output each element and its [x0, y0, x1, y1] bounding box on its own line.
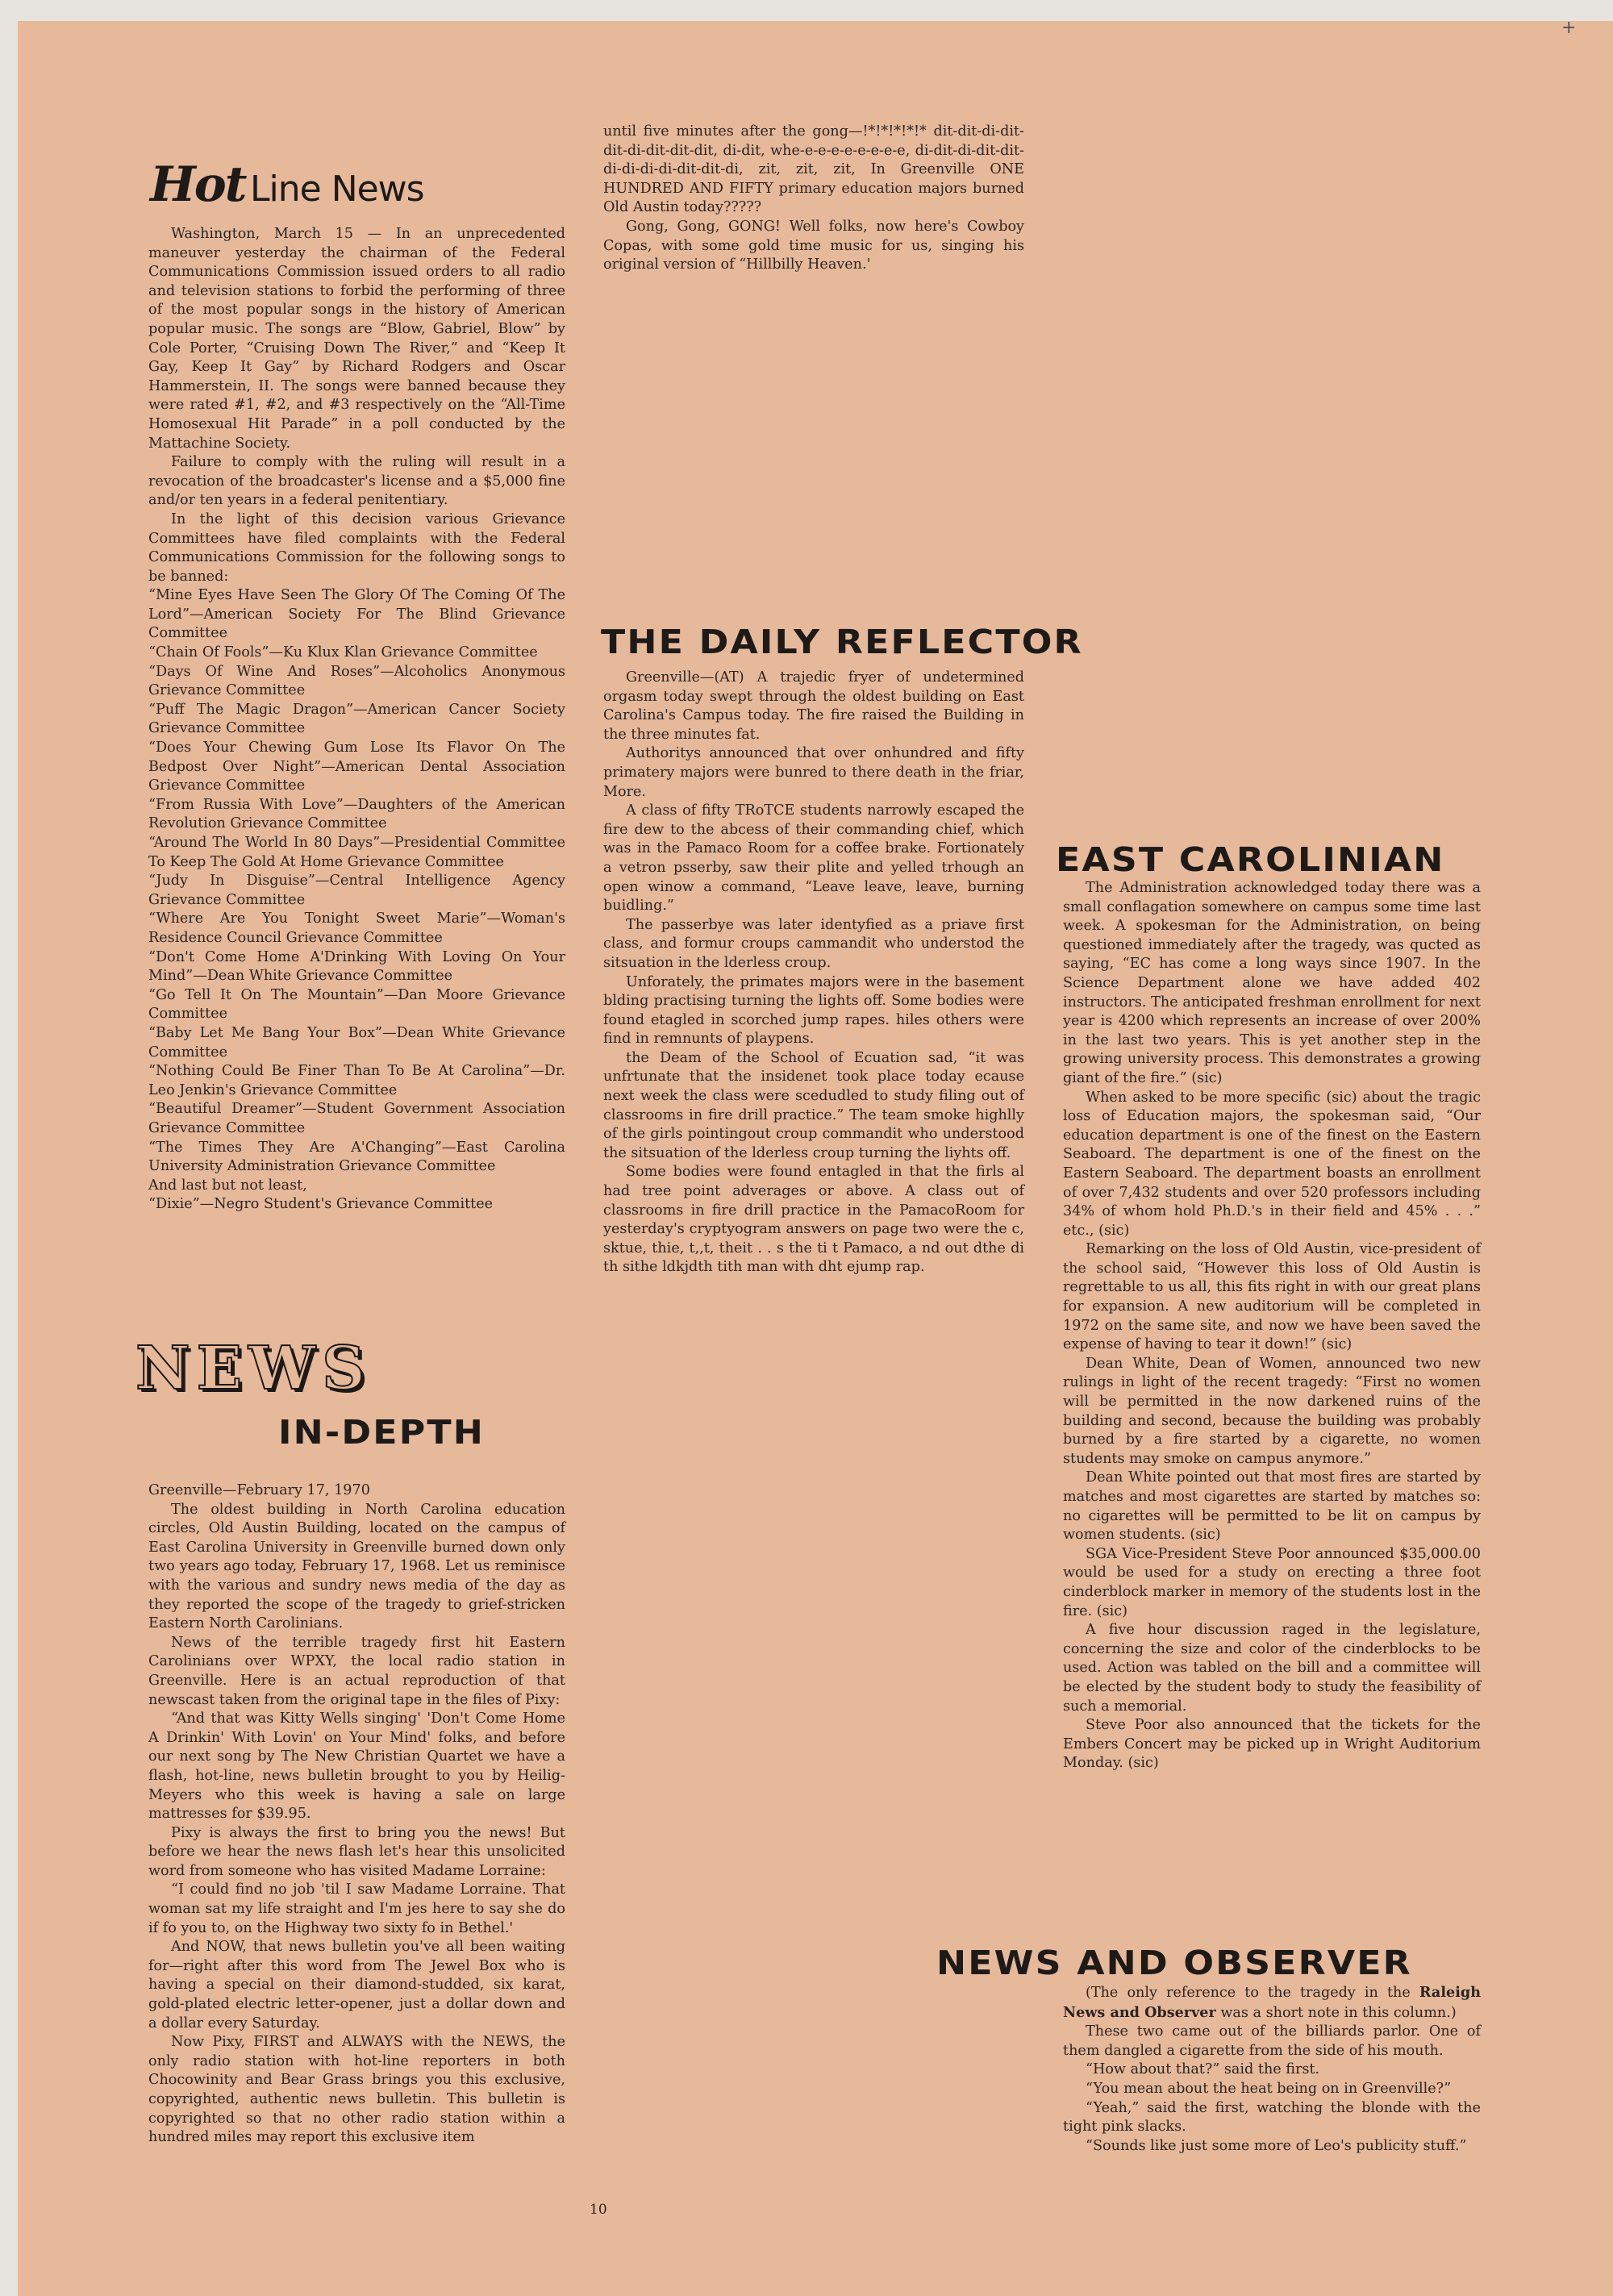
- hotline-heading-hot: Hot: [150, 156, 246, 213]
- song-entry: “Dixie”—Negro Student's Grievance Committee: [148, 1196, 494, 1213]
- continuation-paragraph: Gong, Gong, GONG! Well folks, now here's Cowboy Copas, with some gold time music for us, singing his original version of “Hillbilly Heaven.': [603, 218, 1024, 273]
- carolinian-paragraph: Dean White, Dean of Women, announced two new rulings in light of the recent tragedy: “First no women will be permitted in the now darkened ruins of the building and second, because the building was probably burned by a fire started by a cigarette, no women students may smoke on campus anymore.”: [1063, 1355, 1481, 1467]
- song-entry: “Puff The Magic Dragon”—American Cancer Society Grievance Committee: [148, 701, 565, 737]
- hotline-paragraph: In the light of this decision various Grievance Committees have filed complaints with the Federal Communications Commission for the following songs to be banned:: [148, 510, 565, 585]
- continuation-article: [603, 123, 1024, 275]
- indepth-article: [148, 1481, 565, 2148]
- reflector-paragraph: Unforately, the primates majors were in the basement blding practising turning the lights off. Some bodies were found etagled in scorched jump rapes. hiles others were find in remnunts of playpens.: [603, 973, 1024, 1048]
- carolinian-paragraph: A five hour discussion raged in the legislature, concerning the size and color of the cinderblocks to be used. Action was tabled on the bill and a committee will be elected by the student body to study the feasibility of such a memorial.: [1063, 1622, 1481, 1715]
- carolinian-paragraph: Steve Poor also announced that the tickets for the Embers Concert may be picked up in Wright Auditorium Monday. (sic): [1063, 1717, 1481, 1772]
- reflector-paragraph: A class of fifty TRoTCE students narrowly escaped the fire dew to the abcess of their commanding chief, which was in the Pamaco Room for a coffee brake. Fortionately a vetron psserby, saw their plite and yelled trhough an open winow a command, “Leave leave, leave, burning buidling.”: [603, 802, 1024, 915]
- carolinian-paragraph: SGA Vice-President Steve Poor announced $35,000.00 would be used for a study on erecting a three foot cinderblock marker in memory of the students lost in the fire. (sic): [1063, 1545, 1481, 1619]
- song-entry: “Nothing Could Be Finer Than To Be At Carolina”—Dr. Leo Jenkin's Grievance Committee: [148, 1063, 565, 1098]
- carolinian-heading: EAST CAROLINIAN: [1056, 840, 1445, 879]
- observer-paragraph: “Yeah,” said the first, watching the blonde with the tight pink slacks.: [1063, 2099, 1481, 2136]
- observer-paragraph: “You mean about the heat being on in Greenville?”: [1086, 2080, 1452, 2097]
- indepth-paragraph: Now Pixy, FIRST and ALWAYS with the NEWS, the only radio station with hot-line reporters in both Chocowinity and Bear Grass brings you this exclusive, copyrighted, authentic news bulletin. This bulletin is copyrighted so that no other radio station within a hundred miles may report this exclusive item: [148, 2034, 565, 2146]
- song-entry: “Go Tell It On The Mountain”—Dan Moore Grievance Committee: [148, 986, 565, 1023]
- song-entry: “Around The World In 80 Days”—Presidential Committee To Keep The Gold At Home Grievance Committee: [148, 835, 565, 870]
- song-entry: “Mine Eyes Have Seen The Glory Of The Coming Of The Lord”—American Society For The Blind Grievance Committee: [148, 587, 565, 642]
- observer-article: [1063, 1983, 1481, 2156]
- song-entry: “From Russia With Love”—Daughters of the American Revolution Grievance Committee: [148, 796, 565, 832]
- indepth-paragraph: News of the terrible tragedy first hit Eastern Carolinians over WPXY, the local radio station in Greenville. Here is an actual reproduction of that newscast taken from the original tape in the files of Pixy:: [148, 1634, 565, 1708]
- observer-note-before: (The only reference to the tragedy in the: [1086, 1985, 1419, 2001]
- reflector-article: [603, 669, 1024, 1277]
- song-entry: “The Times They Are A'Changing”—East Carolina University Administration Grievance Committee: [148, 1139, 565, 1175]
- reflector-paragraph: Authoritys announced that over onhundred and fifty primatery majors were bunred to there death in the friar, More.: [603, 745, 1024, 800]
- hotline-paragraph: Failure to comply with the ruling will result in a revocation of the broadcaster's license and a $5,000 fine and/or ten years in a federal penitentiary.: [148, 454, 565, 509]
- indepth-paragraph: “And that was Kitty Wells singing' 'Don't Come Home A Drinkin' With Lovin' on Your Mind' folks, and before our next song by The New Christian Quartet we have a flash, hot-line, news bulletin brought to you by Heilig-Meyers who this week is having a sale on large mattresses for $39.95.: [148, 1711, 565, 1823]
- observer-note-paper: Raleigh News and Observer: [1063, 1984, 1481, 2021]
- hotline-heading: [150, 156, 424, 213]
- indepth-paragraph: “I could find no job 'til I saw Madame Lorraine. That woman sat my life straight and I'm jes here to say she do if fo you to, on the Highway two sixty fo in Bethel.': [148, 1881, 565, 1936]
- song-entry: “Where Are You Tonight Sweet Marie”—Woman's Residence Council Grievance Committee: [148, 910, 565, 946]
- indepth-subheading: IN-DEPTH: [278, 1413, 485, 1452]
- song-entry: “Does Your Chewing Gum Lose Its Flavor On The Bedpost Over Night”—American Dental Association Grievance Committee: [148, 740, 565, 794]
- indepth-paragraph: Pixy is always the first to bring you the news! But before we hear the news flash let's hear this unsolicited word from someone who has visited Madame Lorraine:: [148, 1824, 565, 1879]
- news-indepth-logo: NEWS: [135, 1334, 372, 1403]
- song-entry: “Beautiful Dreamer”—Student Government Association Grievance Committee: [148, 1101, 565, 1136]
- continuation-paragraph: until five minutes after the gong—!*!*!*!*!* dit-dit-di-dit-dit-di-dit-dit-dit, di-dit, whe-e-e-e-e-e-e-e-e, di-dit-di-dit-dit-di-di-di-di-dit-dit-di, zit, zit, zit, In Greenville ONE HUNDRED AND FIFTY primary education majors burned Old Austin today?????: [603, 123, 1024, 216]
- observer-note-after: was a short note in this column.): [1215, 2004, 1457, 2021]
- observer-paragraph: “How about that?” said the first.: [1086, 2061, 1320, 2078]
- reflector-paragraph: The passerbye was later identyfied as a priave first class, and formur croups cammandit who understod the sitsuation in the lderless croup.: [603, 916, 1024, 971]
- indepth-paragraph: And NOW, that news bulletin you've all been waiting for—right after this word from The Jewel Box who is having a special on their diamond-studded, six karat, gold-plated electric letter-opener, just a dollar down and a dollar every Saturday.: [148, 1939, 565, 2031]
- carolinian-paragraph: When asked to be more specific (sic) about the tragic loss of Education majors, the spokesman said, “Our education department is one of the finest on the Eastern Seaboard. The department is one of the finest on the Eastern Seaboard. The department boasts an enrollment of over 7,432 students and over 520 professors including 34% of whom hold Ph.D.'s in their field and 45% . . .” etc., (sic): [1063, 1089, 1481, 1239]
- carolinian-paragraph: Dean White pointed out that most fires are started by matches and most cigarettes are started by matches so: no cigarettes will be permitted to be lit on campus by women students. (sic): [1063, 1469, 1481, 1544]
- reflector-paragraph: Greenville—(AT) A trajedic fryer of undetermined orgasm today swept through the oldest building on East Carolina's Campus today. The fire raised the Building in the three minutes fat.: [603, 669, 1024, 743]
- observer-paragraph: “Sounds like just some more of Leo's publicity stuff.”: [1086, 2137, 1467, 2154]
- hotline-article: [148, 225, 565, 1215]
- song-entry: “Don't Come Home A'Drinking With Loving On Your Mind”—Dean White Grievance Committee: [148, 948, 565, 985]
- reflector-paragraph: Some bodies were found entagled in that the firls al had tree point adverages or above. A class out of classrooms in fire drill practice in the PamacoRoom for yesterday's cryptyogram answers on page two were the c, sktue, thie, t,,t, theit . . s the ti t Pamaco, a nd out dthe di th sithe ldkjdth tith man with dht ejump rap.: [603, 1164, 1024, 1276]
- reflector-heading: THE DAILY REFLECTOR: [601, 623, 1083, 661]
- song-entry: “Days Of Wine And Roses”—Alcoholics Anonymous Grievance Committee: [148, 663, 565, 699]
- corner-registration-mark: +: [1561, 18, 1577, 38]
- hotline-paragraph: Washington, March 15 — In an unprecedented maneuver yesterday the chairman of the Federal Communications Commission issued orders to all radio and television stations to forbid the performing of three of the most popular songs in the history of American popular music. The songs are “Blow, Gabriel, Blow” by Cole Porter, “Cruising Down The River,” and “Keep It Gay, Keep It Gay” by Richard Rodgers and Oscar Hammerstein, II. The songs were banned because they were rated #1, #2, and #3 respectively on the “All-Time Homosexual Hit Parade” in a poll conducted by the Mattachine Society.: [148, 226, 565, 452]
- song-entry: “Judy In Disguise”—Central Intelligence Agency Grievance Committee: [148, 873, 565, 908]
- indepth-paragraph: The oldest building in North Carolina education circles, Old Austin Building, located on the campus of East Carolina University in Greenville burned down only two years ago today, February 17, 1968. Let us reminisce with the various and sundry news media of the day as they reported the scope of the tragedy to grief-stricken Eastern North Carolinians.: [148, 1501, 565, 1632]
- carolinian-paragraph: The Administration acknowledged today there was a small conflagation somewhere on campus some time last week. A spokesman for the Administration, on being questioned immediately after the tragedy, was qucted as saying, “EC has come a long ways since 1907. In the Science Department alone we have added 402 instructors. The anticipated freshman enrollment for next year is 4200 which represents an increase of over 200% in the last two years. This is yet another step in the growing university process. This demonstrates a growing giant of the fire.” (sic): [1063, 880, 1481, 1086]
- indepth-dateline: Greenville—February 17, 1970: [148, 1482, 370, 1498]
- observer-paragraph: These two came out of the billiards parlor. One of them dangled a cigarette from the side of his mouth.: [1063, 2023, 1481, 2059]
- carolinian-article: [1063, 879, 1481, 1773]
- observer-heading: NEWS AND OBSERVER: [936, 1944, 1412, 1982]
- song-entry: “Baby Let Me Bang Your Box”—Dean White Grievance Committee: [148, 1024, 565, 1060]
- reflector-paragraph: the Deam of the School of Ecuation sad, “it was unfrtunate that the insidenet took place today ecause next week the class were scedudled to study filing out of classrooms in fire drill practice.” The team smoke highlly of the girls pointingout croup commandit who understood the sitsuation of the lderless croup turning the liyhts off.: [603, 1049, 1024, 1161]
- carolinian-paragraph: Remarking on the loss of Old Austin, vice-president of the school said, “However this loss of Old Austin is regrettable to us all, this fits right in with our great plans for expansion. A new auditorium will be completed in 1972 on the same site, and now we have been saved the expense of having to tear it down!” (sic): [1063, 1241, 1481, 1353]
- observer-note: [1063, 1983, 1481, 2023]
- song-entry: And last but not least,: [148, 1177, 307, 1194]
- song-entry: “Chain Of Fools”—Ku Klux Klan Grievance Committee: [148, 644, 538, 661]
- page-number: 10: [590, 2202, 607, 2218]
- hotline-heading-rest: Line News: [250, 169, 424, 210]
